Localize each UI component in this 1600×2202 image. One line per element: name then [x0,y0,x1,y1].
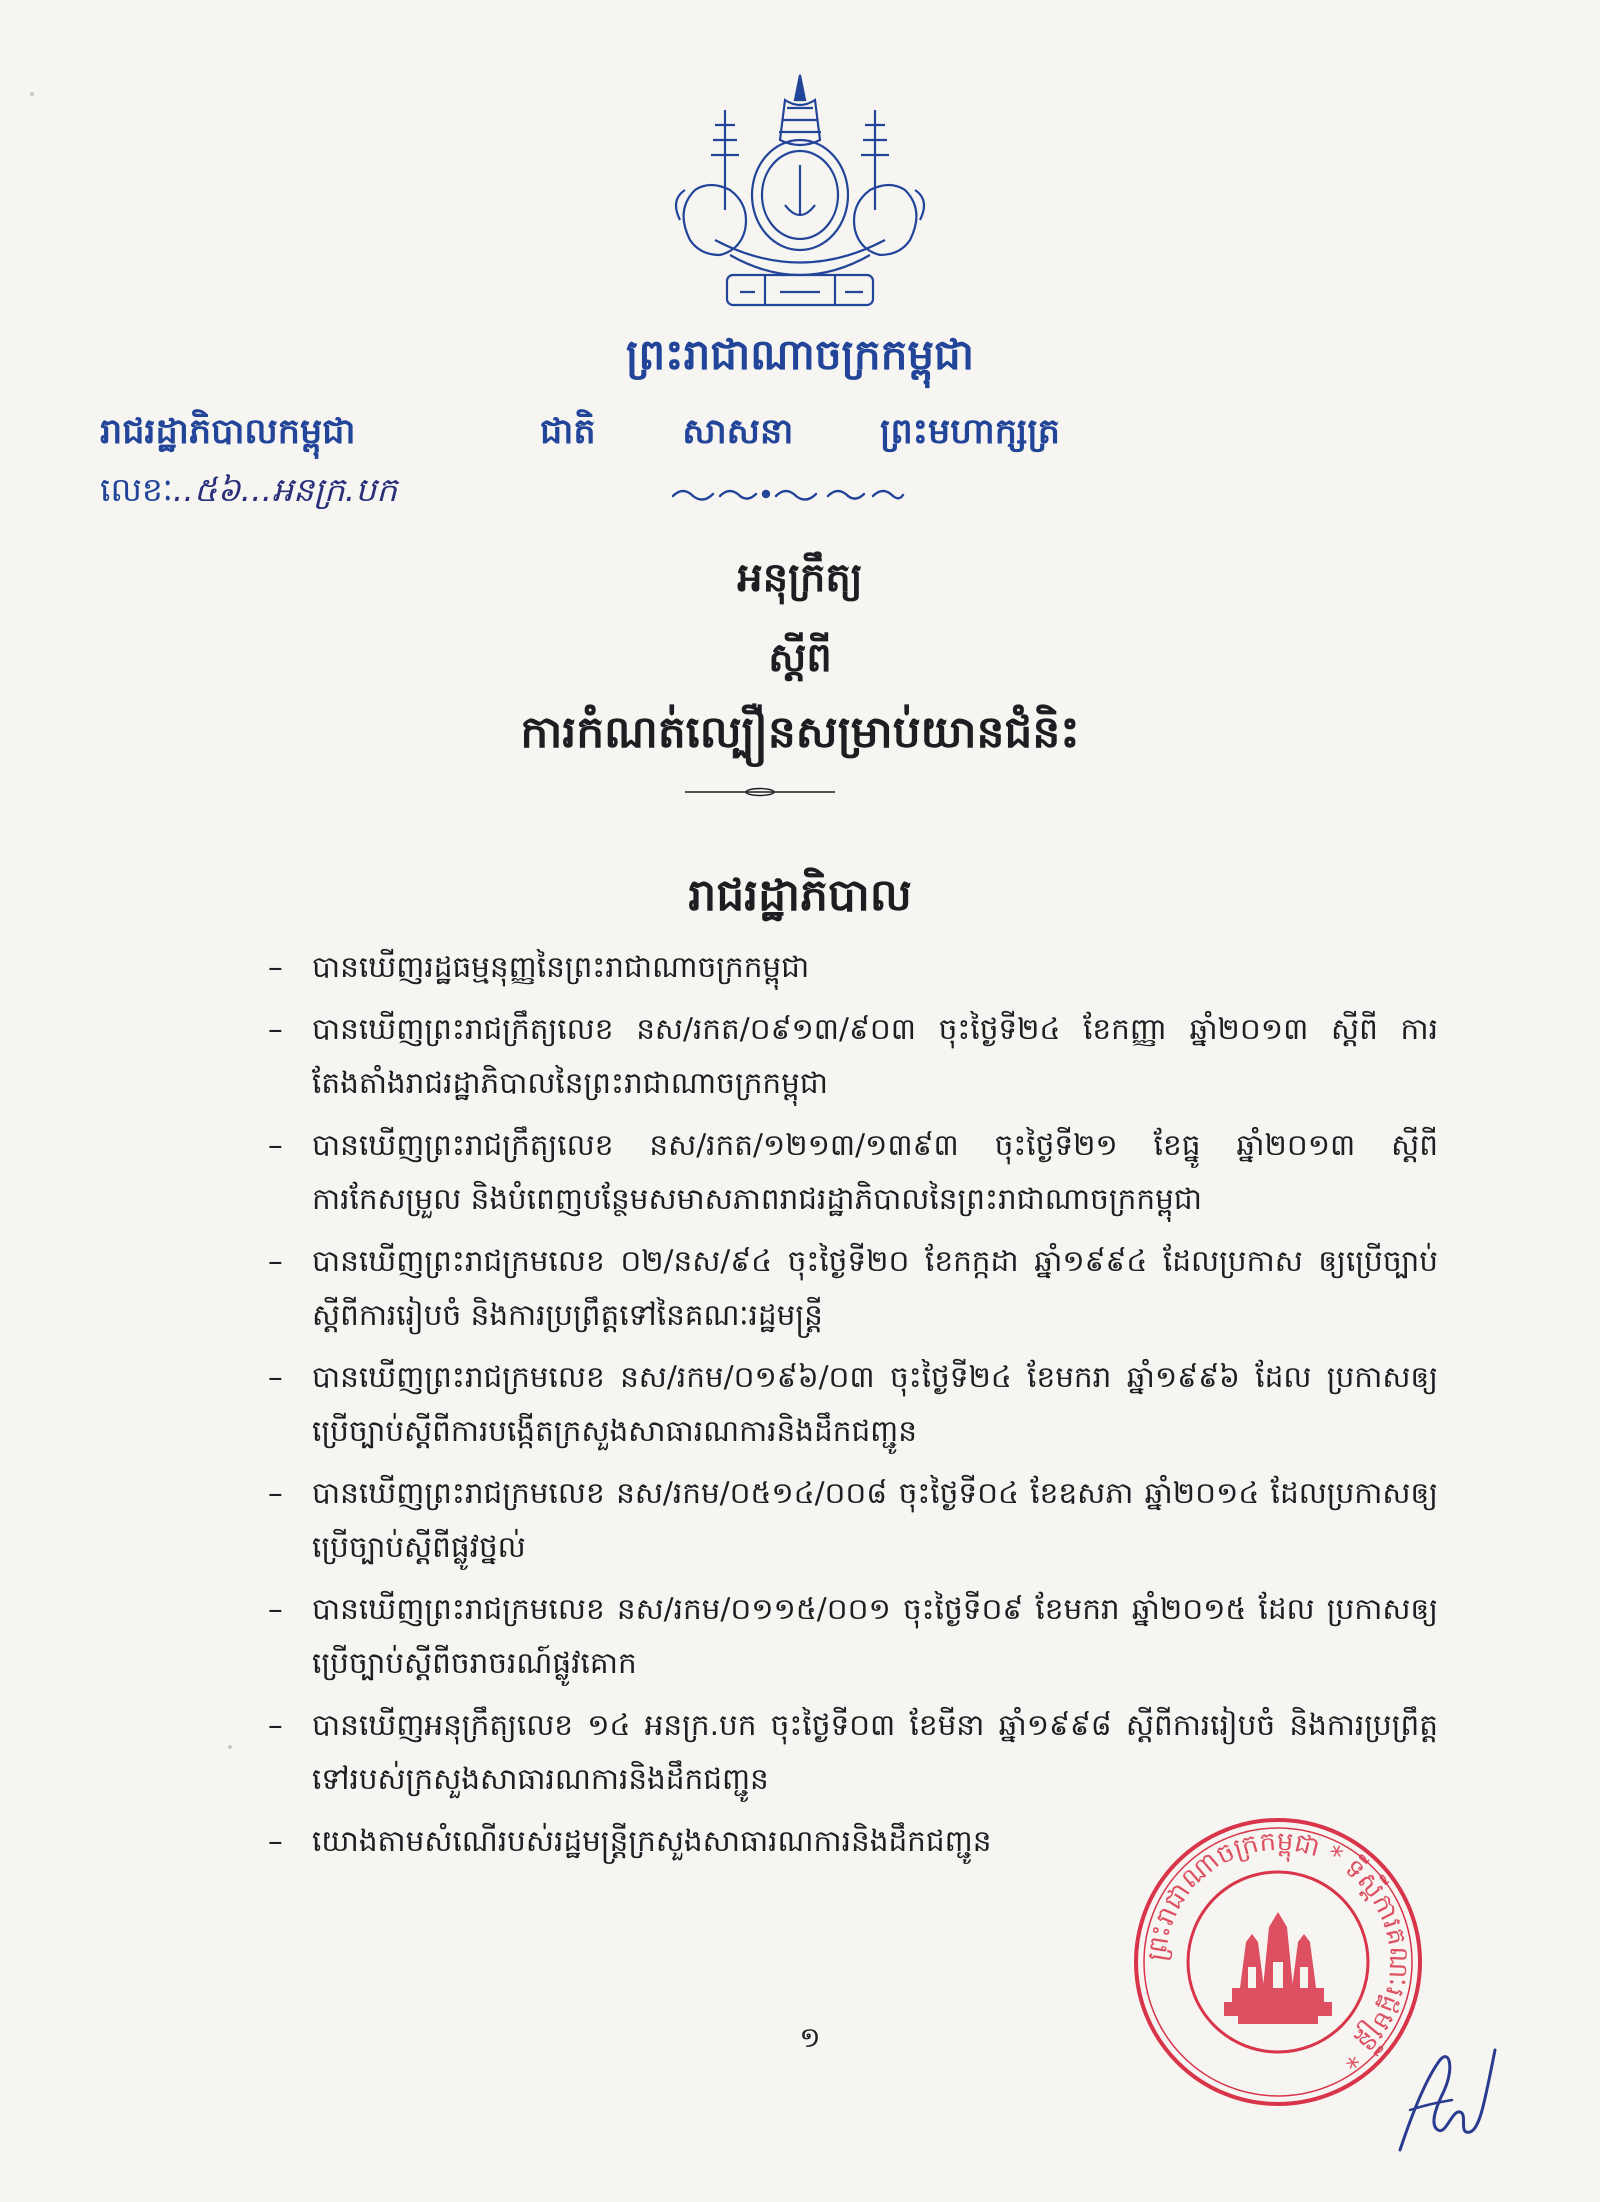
recital-item: – បានឃើញរដ្ឋធម្មនុញ្ញនៃព្រះរាជាណាចក្រកម្ពុជា [268,950,810,984]
recital-item: – បានឃើញព្រះរាជក្រមលេខ នស/រកម/០១១៥/០០១ ចុះថ្ងៃទី០៩ ខែមករា ឆ្នាំ២០១៥ ដែល ប្រកាសឲ្យប្រើច្បាប់ស្តីពីចរាចរណ៍ផ្លូវគោក [268,1592,1438,1680]
document-about: ស្តីពី [768,635,832,681]
recital-item: – បានឃើញព្រះរាជក្រមលេខ នស/រកម/០១៩៦/០៣ ចុះថ្ងៃទី២៤ ខែមករា ឆ្នាំ១៩៩៦ ដែល ប្រកាសឲ្យប្រើច្បាប់ស្តីពីការបង្កើតក្រសួងសាធារណការនិងដឹកជញ្ជូន [268,1360,1438,1448]
recital-item: – បានឃើញអនុក្រឹត្យលេខ ១៤ អនក្រ.បក ចុះថ្ងៃទី០៣ ខែមីនា ឆ្នាំ១៩៩៨ ស្តីពីការរៀបចំ និងការប្រព្រឹត្តទៅរបស់ក្រសួងសាធារណការនិងដឹកជញ្ជូន [268,1708,1438,1796]
title-separator [685,785,835,799]
recital-item: – បានឃើញព្រះរាជក្រឹត្យលេខ នស/រកត/១២១៣/១៣៩៣ ចុះថ្ងៃទី២១ ខែធ្នូ ឆ្នាំ២០១៣ ស្តីពី ការកែសម្រួល និងបំពេញបន្ថែមសមាសភាពរាជរដ្ឋាភិបាលនៃព្រះរាជាណាចក្រកម្ពុជា [268,1128,1438,1216]
issuing-government: រាជរដ្ឋាភិបាលកម្ពុជា [100,412,356,452]
decree-number [100,470,397,518]
decree-number-handwritten: ..៥៦...អនក្រ.បក [172,470,398,509]
recital-item: – បានឃើញព្រះរាជក្រមលេខ នស/រកម/០៥១៤/០០៨ ចុះថ្ងៃទី០៤ ខែឧសភា ឆ្នាំ២០១៤ ដែលប្រកាសឲ្យប្រើច្បាប់ស្តីពីផ្លូវថ្នល់ [268,1476,1438,1564]
motto-religion: សាសនា [682,412,794,452]
document-type: អនុក្រឹត្យ [737,555,863,601]
kingdom-title: ព្រះរាជាណាចក្រកម្ពុជា [625,330,975,379]
scan-speck [228,1745,232,1749]
recital-item: – យោងតាមសំណើរបស់រដ្ឋមន្ត្រីក្រសួងសាធារណការនិងដឹកជញ្ជូន [268,1824,992,1858]
issuer-heading: រាជរដ្ឋាភិបាល [688,870,912,921]
seal-ring-text: ព្រះរាជាណាចក្រកម្ពុជា * ទីស្តីការគណៈរដ្ឋមន្ត្រី * [1141,1826,1414,2075]
recital-item: – បានឃើញព្រះរាជក្រមលេខ ០២/នស/៩៤ ចុះថ្ងៃទី២០ ខែកក្កដា ឆ្នាំ១៩៩៤ ដែលប្រកាស ឲ្យប្រើច្បាប់ស្តីពីការរៀបចំ និងការប្រព្រឹត្តទៅនៃគណៈរដ្ឋមន្ត្រី [268,1244,1438,1332]
coat-of-arms-icon [655,70,945,325]
signature-icon [1380,2040,1500,2160]
header-flourish-ornament [668,482,908,504]
recital-item: – បានឃើញព្រះរាជក្រឹត្យលេខ នស/រកត/០៩១៣/៩០៣ ចុះថ្ងៃទី២៤ ខែកញ្ញា ឆ្នាំ២០១៣ ស្តីពី ការតែងតាំងរាជរដ្ឋាភិបាលនៃព្រះរាជាណាចក្រកម្ពុជា [268,1012,1438,1100]
motto-king: ព្រះមហាក្សត្រ [880,412,1060,452]
scan-speck [30,92,34,96]
national-motto [540,410,1060,461]
page-number: ១ [799,2021,821,2054]
decree-number-prefix: លេខៈ [100,470,173,509]
document-subject: ការកំណត់ល្បឿនសម្រាប់យានជំនិះ [520,707,1080,758]
recital-list [268,940,1438,1876]
motto-nation: ជាតិ [540,412,596,452]
